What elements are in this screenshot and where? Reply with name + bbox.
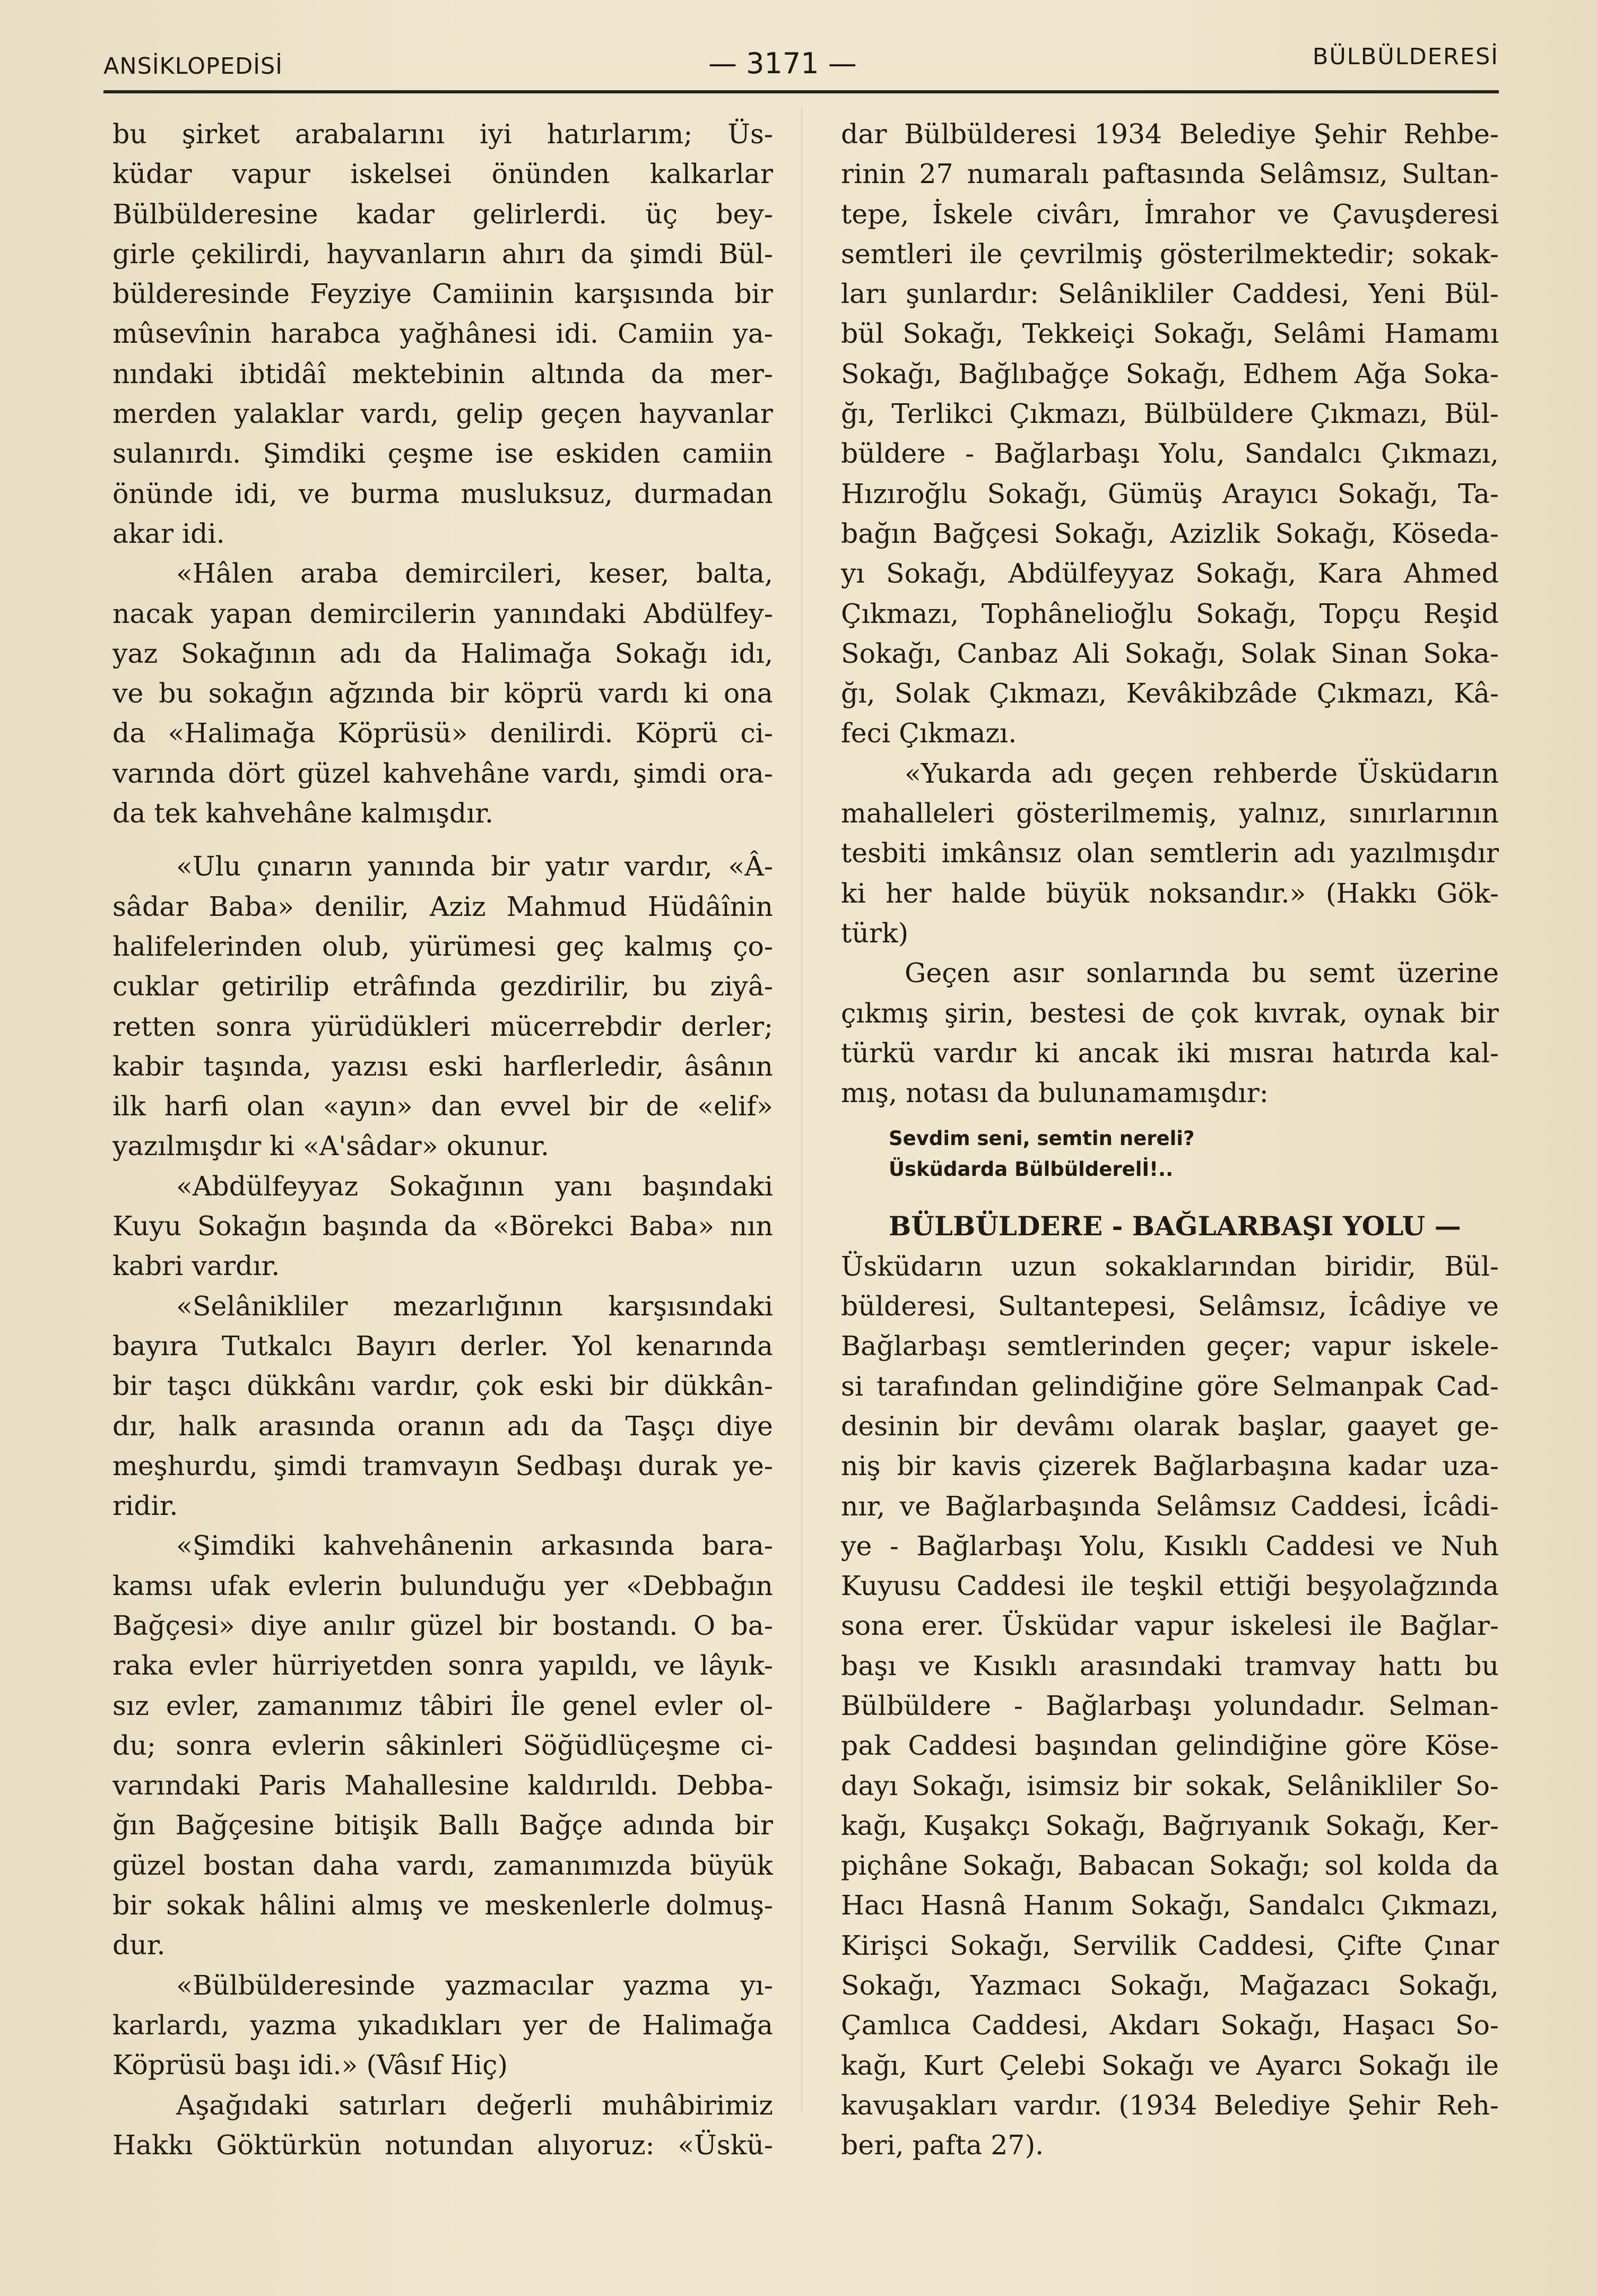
text-line: retten sonra yürüdükleri mücerrebdir derler;: [112, 1010, 773, 1042]
header-left-title: ANSİKLOPEDİSİ: [103, 53, 283, 80]
text-line: yaz Sokağının adı da Halimağa Sokağı idı,: [112, 637, 773, 669]
text-line: çıkmış şirin, bestesi de çok kıvrak, oynak bir: [841, 997, 1499, 1029]
text-line: Sokağı, Yazmacı Sokağı, Mağazacı Sokağı,: [841, 1970, 1499, 2002]
page-header: [103, 44, 1499, 91]
text-line: bayıra Tutkalcı Bayırı derler. Yol kenarında: [112, 1330, 773, 1362]
text-line: «Hâlen araba demircileri, keser, balta,: [176, 558, 773, 590]
right-column-bottom: [841, 1246, 1499, 2165]
text-line: «Yukarda adı geçen rehberde Üsküdarın: [905, 757, 1499, 789]
paragraph-gap: [112, 833, 773, 846]
poem-verse: [841, 1123, 1499, 1185]
text-line: Geçen asır sonlarında bu semt üzerine: [905, 957, 1499, 989]
text-line: si tarafından gelindiğine göre Selmanpak Cad-: [841, 1370, 1499, 1402]
text-line: Aşağıdaki satırları değerli muhâbirimiz: [176, 2089, 773, 2121]
text-line: tepe, İskele civârı, İmrahor ve Çavuşderesi: [841, 198, 1499, 230]
text-line: bu şirket arabalarını iyi hatırlarım; Üs-: [112, 118, 773, 150]
text-line: halifelerinden olub, yürümesi geç kalmış ço-: [112, 930, 773, 962]
text-line: ları şunlardır: Selânikliler Caddesi, Yeni Bül-: [841, 278, 1499, 310]
text-line: mış, notası da bulunamamışdır:: [841, 1077, 1269, 1109]
text-line: ve bu sokağın ağzında bir köprü vardı ki ona: [112, 678, 773, 709]
text-line: Hızıroğlu Sokağı, Gümüş Arayıcı Sokağı, Ta-: [841, 478, 1499, 509]
text-line: rinin 27 numaralı paftasında Selâmsız, Sultan-: [841, 158, 1499, 190]
poem-line: Üsküdarda Bülbülderelİ!..: [889, 1158, 1174, 1181]
text-line: meşhurdu, şimdi tramvayın Sedbaşı durak ye-: [112, 1450, 773, 1481]
text-line: ğı, Solak Çıkmazı, Kevâkibzâde Çıkmazı, Kâ-: [841, 678, 1499, 709]
text-line: kağı, Kurt Çelebi Sokağı ve Ayarcı Sokağı ile: [841, 2049, 1499, 2081]
text-line: raka evler hürriyetden sonra yapıldı, ve lâyık-: [112, 1650, 773, 1682]
text-line: cuklar getirilip etrâfında gezdirilir, bu ziyâ-: [112, 971, 773, 1002]
text-line: Çamlıca Caddesi, Akdarı Sokağı, Haşacı So-: [841, 2009, 1499, 2041]
text-line: bir taşcı dükkânı vardır, çok eski bir dükkân-: [112, 1370, 773, 1402]
right-column: [841, 114, 1499, 2165]
text-line: «Bülbülderesinde yazmacılar yazma yı-: [176, 1969, 773, 2001]
text-line: yı Sokağı, Abdülfeyyaz Sokağı, Kara Ahmed: [841, 558, 1499, 590]
text-line: niş bir kavis çizerek Bağlarbaşına kadar uza-: [841, 1450, 1499, 1482]
text-line: feci Çıkmazı.: [841, 717, 1017, 749]
text-line: bağın Bağçesi Sokağı, Azizlik Sokağı, Köseda-: [841, 517, 1499, 549]
text-line: «Ulu çınarın yanında bir yatır vardır, «Â-: [176, 851, 773, 882]
text-line: da «Halimağa Köprüsü» denilirdi. Köprü ci-: [112, 717, 773, 749]
text-line: «Abdülfeyyaz Sokağının yanı başındaki: [176, 1170, 773, 1202]
text-line: kabir taşında, yazısı eski harflerledir, âsânın: [112, 1050, 773, 1082]
text-line: da tek kahvehâne kalmışdır.: [112, 798, 493, 829]
text-line: güzel bostan daha vardı, zamanımızda büyük: [112, 1849, 773, 1881]
text-line: merden yalaklar vardı, gelip geçen hayvanlar: [112, 398, 773, 430]
text-line: bül Sokağı, Tekkeiçi Sokağı, Selâmi Hamamı: [841, 318, 1499, 350]
text-line: Bülbüldere - Bağlarbaşı yolundadır. Selman-: [841, 1689, 1499, 1721]
text-line: bir sokak hâlini almış ve meskenlerle dolmuş-: [112, 1890, 773, 1921]
text-line: Köprüsü başı idi.» (Vâsıf Hiç): [112, 2049, 508, 2081]
text-line: Sokağı, Bağlıbağçe Sokağı, Edhem Ağa Soka-: [841, 358, 1499, 389]
text-line: dar Bülbülderesi 1934 Belediye Şehir Rehbe-: [841, 118, 1499, 150]
text-line: ridir.: [112, 1490, 178, 1522]
text-line: önünde idi, ve burma musluksuz, durmadan: [112, 478, 773, 509]
text-line: sâdar Baba» denilir, Aziz Mahmud Hüdâînin: [112, 890, 773, 922]
text-line: Üsküdarın uzun sokaklarından biridir, Bül-: [841, 1250, 1499, 1282]
text-line: bülderesinde Feyziye Camiinin karşısında bir: [112, 278, 773, 310]
text-line: Çıkmazı, Tophânelioğlu Sokağı, Topçu Reşid: [841, 597, 1499, 629]
text-line: ğı, Terlikci Çıkmazı, Bülbüldere Çıkmazı, Bül-: [841, 398, 1499, 430]
text-line: akar idi.: [112, 517, 225, 549]
text-line: pak Caddesi başından gelindiğine göre Köse-: [841, 1730, 1499, 1762]
text-line: Kuyu Sokağın başında da «Börekci Baba» nın: [112, 1210, 773, 1242]
text-line: sız evler, zamanımız tâbiri İle genel evler ol-: [112, 1689, 773, 1721]
text-line: kamsı ufak evlerin bulunduğu yer «Debbağın: [112, 1570, 773, 1601]
text-line: türk): [841, 917, 909, 949]
text-line: başı ve Kısıklı arasındaki tramvay hattı bu: [841, 1650, 1499, 1682]
text-line: ilk harfi olan «ayın» dan evvel bir de «elif»: [112, 1090, 773, 1122]
text-line: Bağçesi» diye anılır güzel bir bostandı. O ba-: [112, 1609, 773, 1641]
text-line: ye - Bağlarbaşı Yolu, Kısıklı Caddesi ve Nuh: [841, 1530, 1499, 1562]
text-line: kavuşakları vardır. (1934 Belediye Şehir Reh-: [841, 2089, 1499, 2121]
text-line: karlardı, yazma yıkadıkları yer de Halimağa: [112, 2009, 773, 2041]
text-line: kağı, Kuşakçı Sokağı, Bağrıyanık Sokağı, Ker-: [841, 1809, 1499, 1841]
text-line: Sokağı, Canbaz Ali Sokağı, Solak Sinan Soka-: [841, 637, 1499, 669]
text-line: piçhâne Sokağı, Babacan Sokağı; sol kolda da: [841, 1850, 1499, 1882]
left-column: [112, 114, 773, 2165]
text-line: bülderesi, Sultantepesi, Selâmsız, İcâdiye ve: [841, 1290, 1499, 1322]
text-line: ğın Bağçesine bitişik Ballı Bağçe adında bir: [112, 1809, 773, 1841]
text-line: «Selânikliler mezarlığının karşısındaki: [176, 1290, 773, 1322]
text-line: tesbiti imkânsız olan semtlerin adı yazılmışdır: [841, 837, 1499, 869]
text-line: yazılmışdır ki «A'sâdar» okunur.: [112, 1130, 549, 1162]
text-line: türkü vardır ki ancak iki mısraı hatırda kal-: [841, 1037, 1499, 1069]
text-line: dayı Sokağı, isimsiz bir sokak, Selânikliler So-: [841, 1770, 1499, 1801]
header-rule: [103, 90, 1499, 93]
text-line: dır, halk arasında oranın adı da Taşçı diye: [112, 1410, 773, 1442]
text-line: Kirişci Sokağı, Servilik Caddesi, Çifte Çınar: [841, 1929, 1499, 1961]
text-line: beri, pafta 27).: [841, 2129, 1044, 2161]
text-line: semtleri ile çevrilmiş gösterilmektedir; sokak-: [841, 238, 1499, 270]
text-line: Bağlarbaşı semtlerinden geçer; vapur iskele-: [841, 1330, 1499, 1362]
text-line: nındaki ibtidâî mektebinin altında da mer-: [112, 358, 773, 389]
text-line: mûsevînin harabca yağhânesi idi. Camiin ya-: [112, 318, 773, 350]
section-title: BÜLBÜLDERE - BAĞLARBAŞI YOLU —: [889, 1210, 1461, 1242]
text-line: büldere - Bağlarbaşı Yolu, Sandalcı Çıkmazı,: [841, 438, 1499, 470]
text-line: küdar vapur iskelsei önünden kalkarlar: [112, 158, 773, 190]
text-line: sulanırdı. Şimdiki çeşme ise eskiden camiin: [112, 438, 773, 470]
text-line: girle çekilirdi, hayvanların ahırı da şimdi Bül-: [112, 238, 773, 270]
text-line: dur.: [112, 1929, 166, 1961]
text-line: sona erer. Üsküdar vapur iskelesi ile Bağlar-: [841, 1610, 1499, 1642]
text-line: Kuyusu Caddesi ile teşkil ettiği beşyolağzında: [841, 1570, 1499, 1602]
poem-line: Sevdim seni, semtin nereli?: [889, 1127, 1195, 1150]
text-line: «Şimdiki kahvehânenin arkasında bara-: [176, 1530, 773, 1562]
text-line: mahalleleri gösterilmemiş, yalnız, sınırlarının: [841, 798, 1499, 829]
column-divider: [801, 106, 802, 2112]
text-line: desinin bir devâmı olarak başlar, gaayet ge-: [841, 1410, 1499, 1442]
text-line: Hakkı Göktürkün notundan alıyoruz: «Üskü-: [112, 2129, 773, 2161]
header-right-title: BÜLBÜLDERESİ: [1312, 44, 1499, 70]
right-column-top: [841, 114, 1499, 1113]
text-line: nır, ve Bağlarbaşında Selâmsız Caddesi, İcâdi-: [841, 1490, 1499, 1522]
text-line: varında dört güzel kahvehâne vardı, şimdi ora-: [112, 757, 773, 789]
text-line: kabri vardır.: [112, 1250, 280, 1282]
text-line: Bülbülderesine kadar gelirlerdi. üç bey-: [112, 198, 773, 230]
text-line: nacak yapan demircilerin yanındaki Abdülfey-: [112, 597, 773, 629]
text-line: Hacı Hasnâ Hanım Sokağı, Sandalcı Çıkmazı,: [841, 1890, 1499, 1921]
page-number: — 3171 —: [708, 47, 857, 80]
text-line: du; sonra evlerin sâkinleri Söğüdlüçeşme ci-: [112, 1729, 773, 1761]
text-line: varındaki Paris Mahallesine kaldırıldı. Debba-: [112, 1770, 773, 1801]
text-line: ki her halde büyük noksandır.» (Hakkı Gök-: [841, 877, 1499, 909]
